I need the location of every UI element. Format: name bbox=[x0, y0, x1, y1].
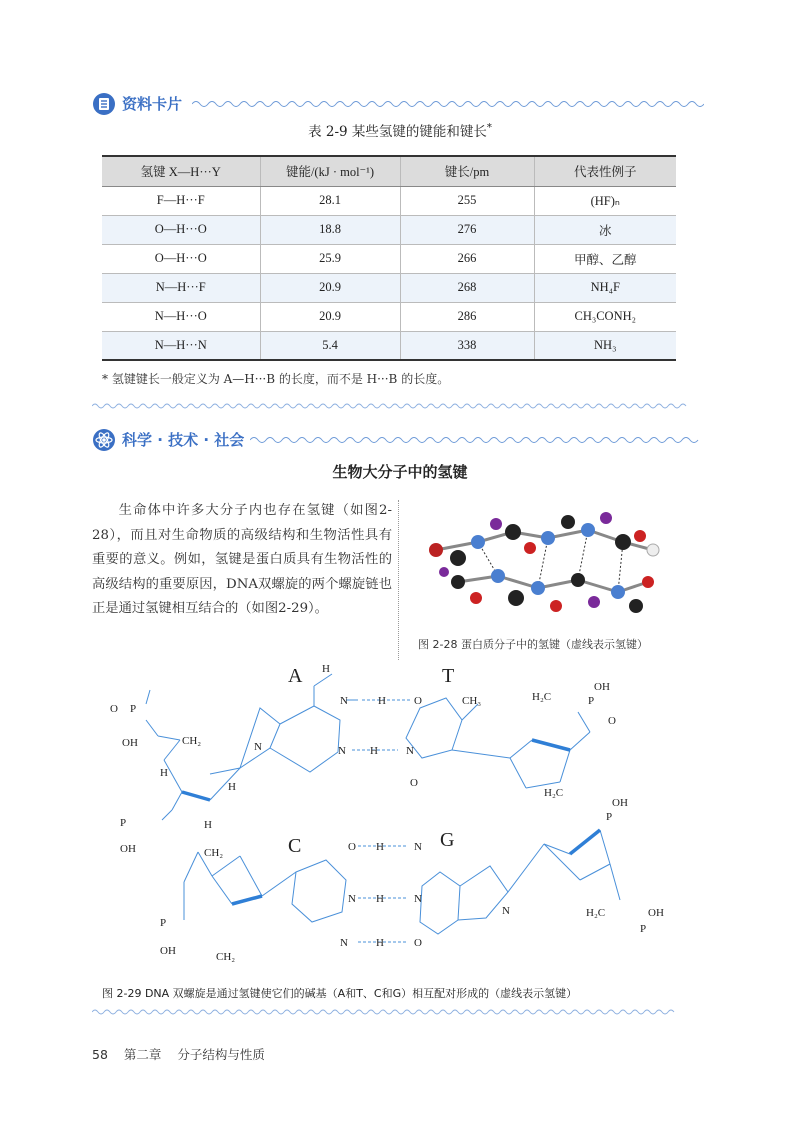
atom-label: H bbox=[322, 663, 330, 675]
table-row bbox=[102, 186, 676, 215]
cell: N—H···N bbox=[102, 331, 260, 360]
col-header-example: 代表性例子 bbox=[534, 156, 676, 186]
cell: 266 bbox=[400, 244, 534, 273]
atom-label: CH₃ bbox=[462, 695, 482, 707]
base-label-t: T bbox=[442, 665, 455, 687]
table-caption bbox=[0, 120, 800, 140]
atom-label: N bbox=[340, 695, 348, 707]
figure-28-caption: 图 2-28 蛋白质分子中的氢键（虚线表示氢键） bbox=[418, 638, 648, 651]
atom-label: N bbox=[502, 905, 510, 917]
wavy-divider bbox=[250, 434, 704, 446]
atom-label: CH₂ bbox=[182, 735, 202, 747]
atom-label: O bbox=[410, 777, 418, 789]
cell: N—H···F bbox=[102, 273, 260, 302]
atom-label: OH bbox=[648, 907, 664, 919]
atom-label: O bbox=[348, 841, 356, 853]
atom-label: P bbox=[606, 811, 613, 823]
atom-label: H₂C bbox=[532, 691, 552, 703]
atom-label: H bbox=[370, 745, 378, 757]
atom-label: OH bbox=[594, 681, 610, 693]
col-header-length: 键长/pm bbox=[400, 156, 534, 186]
atom-label: O bbox=[414, 695, 422, 707]
table-caption-text: 表 2-9 某些氢键的键能和键长 bbox=[308, 124, 487, 140]
atom-label: H₂C bbox=[586, 907, 606, 919]
cell: 276 bbox=[400, 215, 534, 244]
table-header-row bbox=[102, 156, 676, 186]
card-section-header bbox=[92, 92, 704, 118]
atom-label: CH₂ bbox=[204, 847, 224, 859]
col-header-bond: 氢键 X—H···Y bbox=[102, 156, 260, 186]
atom-label: OH bbox=[120, 843, 136, 855]
atom-label: OH bbox=[160, 945, 176, 957]
atom-label: H₂C bbox=[544, 787, 564, 799]
table-footnote: * 氢键键长一般定义为 A—H···B 的长度，而不是 H···B 的长度。 bbox=[102, 372, 450, 386]
table-row bbox=[102, 331, 676, 360]
article-title: 生物大分子中的氢键 bbox=[332, 463, 468, 481]
atom-label: P bbox=[120, 817, 127, 829]
col-header-energy: 键能/(kJ · mol⁻¹) bbox=[260, 156, 400, 186]
atom-label: OH bbox=[122, 737, 138, 749]
wavy-divider bbox=[192, 98, 704, 110]
atom-label: H bbox=[204, 819, 212, 831]
cell: 5.4 bbox=[260, 331, 400, 360]
page-footer bbox=[92, 1045, 277, 1063]
cell: N—H···O bbox=[102, 302, 260, 331]
section-divider bbox=[92, 1008, 704, 1016]
cell: F—H···F bbox=[102, 186, 260, 215]
cell: 冰 bbox=[534, 215, 676, 244]
table-row bbox=[102, 244, 676, 273]
atom-label: OH bbox=[612, 797, 628, 809]
atom-label: CH₂ bbox=[216, 951, 236, 963]
base-label-g: G bbox=[440, 829, 455, 851]
book-icon bbox=[92, 92, 116, 116]
table-row bbox=[102, 302, 676, 331]
cell: 268 bbox=[400, 273, 534, 302]
atom-label: N bbox=[340, 937, 348, 949]
atom-label: P bbox=[130, 703, 137, 715]
protein-molecule-image bbox=[418, 502, 668, 622]
atom-label: O bbox=[608, 715, 616, 727]
atom-label: P bbox=[588, 695, 595, 707]
chapter-label: 第二章 bbox=[123, 1047, 162, 1062]
section-divider bbox=[92, 402, 704, 410]
cell: 18.8 bbox=[260, 215, 400, 244]
atom-label: H bbox=[376, 893, 384, 905]
base-label-a: A bbox=[288, 665, 303, 687]
cell: (HF)ₙ bbox=[534, 186, 676, 215]
cell: O—H···O bbox=[102, 244, 260, 273]
cell: 20.9 bbox=[260, 302, 400, 331]
atom-label: P bbox=[640, 923, 647, 935]
table-caption-mark: * bbox=[486, 122, 492, 134]
atom-icon bbox=[92, 428, 116, 452]
atom-label: N bbox=[254, 741, 262, 753]
card-section-title: 资料卡片 bbox=[122, 95, 183, 113]
sts-section-header bbox=[92, 428, 704, 454]
cell: NH₃ bbox=[534, 331, 676, 360]
base-label-c: C bbox=[288, 835, 302, 857]
atom-label: O bbox=[414, 937, 422, 949]
cell: 20.9 bbox=[260, 273, 400, 302]
figure-29-caption: 图 2-29 DNA 双螺旋是通过氢键使它们的碱基（A和T、C和G）相互配对形成的（虚线表示氢键） bbox=[102, 987, 578, 1000]
column-divider bbox=[398, 500, 400, 660]
atom-label: H bbox=[376, 841, 384, 853]
dna-base-pair-diagram bbox=[100, 660, 700, 980]
cell: 甲醇、乙醇 bbox=[534, 244, 676, 273]
cell: 255 bbox=[400, 186, 534, 215]
atom-label: N bbox=[406, 745, 414, 757]
atom-label: H bbox=[228, 781, 236, 793]
cell: O—H···O bbox=[102, 215, 260, 244]
atom-label: O bbox=[110, 703, 118, 715]
cell: 338 bbox=[400, 331, 534, 360]
sts-section-title: 科学 · 技术 · 社会 bbox=[122, 431, 245, 449]
article-body: 生命体中许多大分子内也存在氢键（如图2-28），而且对生命物质的高级结构和生物活性具有重要的意义。例如，氢键是蛋白质具有生物活性的高级结构的重要原因，DNA双螺旋的两个螺旋链也正是通过氢键相互结合的（如图2-29）。 bbox=[92, 503, 392, 617]
cell: 286 bbox=[400, 302, 534, 331]
atom-label: H bbox=[376, 937, 384, 949]
cell: NH₄F bbox=[534, 273, 676, 302]
atom-label: P bbox=[160, 917, 167, 929]
chapter-title: 分子结构与性质 bbox=[177, 1047, 265, 1062]
cell: CH₃CONH₂ bbox=[534, 302, 676, 331]
table-row bbox=[102, 273, 676, 302]
atom-label: H bbox=[378, 695, 386, 707]
page-number: 58 bbox=[92, 1047, 108, 1062]
atom-label: N bbox=[414, 841, 422, 853]
atom-label: H bbox=[160, 767, 168, 779]
atom-label: N bbox=[414, 893, 422, 905]
atom-label: N bbox=[348, 893, 356, 905]
hydrogen-bond-table bbox=[102, 155, 676, 361]
atom-label: N bbox=[338, 745, 346, 757]
cell: 25.9 bbox=[260, 244, 400, 273]
table-row bbox=[102, 215, 676, 244]
cell: 28.1 bbox=[260, 186, 400, 215]
